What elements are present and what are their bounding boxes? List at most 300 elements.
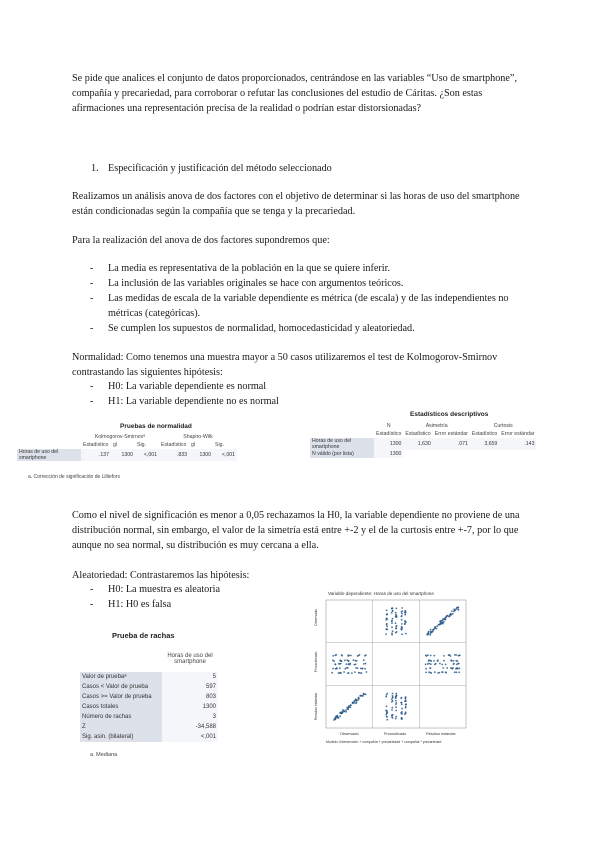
column-header: gl (113, 442, 118, 448)
hypothesis-h0 (90, 380, 390, 395)
list-item-text: La inclusión de las variables originales se hace con argumentos teóricos. (108, 278, 404, 289)
cell: 1300 (189, 449, 213, 461)
scatter-point (331, 672, 333, 674)
scatter-point (428, 632, 430, 634)
scatter-point (395, 700, 397, 702)
scatter-point (343, 671, 345, 673)
scatter-point (454, 671, 456, 673)
cell: 1300 (111, 449, 135, 461)
scatter-point (434, 671, 436, 673)
bullet-dash: - (90, 599, 94, 610)
scatter-point (433, 629, 435, 631)
scatter-point (429, 667, 431, 669)
scatter-point (392, 693, 394, 695)
scatter-point (332, 668, 334, 670)
bullet-dash: - (90, 584, 94, 595)
row-axis-label: Pronosticado (314, 651, 318, 672)
scatter-point (360, 668, 362, 670)
scatter-point (395, 716, 397, 718)
row-label: Casos < Valor de prueba (80, 682, 162, 692)
scatter-point (433, 660, 435, 662)
scatter-point (425, 672, 427, 674)
scatter-point (340, 712, 342, 714)
scatter-point (391, 626, 393, 628)
method-paragraph: Realizamos un análisis anova de dos factores con el objetivo de determinar si las horas de uso del smartphone están condicionadas según la compañía que se tenga y la precariedad. (72, 191, 520, 217)
scatter-point (443, 660, 445, 662)
kurtosis-group-header: Curtosis (493, 423, 513, 429)
scatter-point (385, 628, 387, 630)
scatter-point (395, 632, 397, 634)
scatter-point (454, 654, 456, 656)
list-item-text: La media es representativa de la población en la que se quiere inferir. (108, 263, 391, 274)
scatter-point (405, 633, 407, 635)
hypothesis-text: H0: La variable dependiente es normal (108, 381, 267, 392)
row-label: Horas de uso del smartphone (17, 449, 81, 461)
cell: 1300 (374, 450, 403, 458)
scatter-point (391, 608, 393, 610)
cell: 5 (162, 672, 218, 682)
scatter-point (386, 719, 388, 721)
scatter-point (442, 618, 444, 620)
scatter-point (451, 610, 453, 612)
scatter-point (443, 621, 445, 623)
runs-table-title: Prueba de rachas (112, 631, 175, 640)
scatter-point (353, 659, 355, 661)
scatter-point (339, 667, 341, 669)
scatter-point (353, 664, 355, 666)
table-row (310, 438, 536, 450)
scatter-point (391, 634, 393, 636)
scatter-point (430, 629, 432, 631)
section-title: Especificación y justificación del método seleccionado (108, 163, 332, 174)
scatter-point (362, 668, 364, 670)
scatter-matrix-title: Variable dependiente: Horas de uso del smartphone (328, 591, 434, 596)
scatter-point (347, 672, 349, 674)
scatter-point (391, 620, 393, 622)
scatter-point (437, 659, 439, 661)
scatter-point (441, 664, 443, 666)
scatter-point (401, 702, 403, 704)
scatter-point (363, 693, 365, 695)
scatter-point (450, 659, 452, 661)
scatter-point (355, 667, 357, 669)
scatter-point (458, 671, 460, 673)
scatter-point (429, 634, 431, 636)
scatter-point (391, 622, 393, 624)
scatter-point (456, 671, 458, 673)
hypothesis-text: H1: H0 es falsa (108, 599, 172, 610)
scatter-point (405, 699, 407, 701)
scatter-point (453, 663, 455, 665)
scatter-point (401, 619, 403, 621)
column-header: N (386, 423, 391, 429)
scatter-point (426, 655, 428, 657)
row-label: N válido (por lista) (310, 450, 374, 458)
scatter-point (358, 655, 360, 657)
table-row (80, 672, 218, 682)
scatter-point (436, 628, 438, 630)
scatter-point (405, 611, 407, 613)
scatter-point (333, 660, 335, 662)
scatter-point (405, 621, 407, 623)
scatter-point (452, 667, 454, 669)
scatter-point (400, 713, 402, 715)
table-row (80, 722, 218, 732)
col-axis-label: Pronosticado (384, 732, 407, 736)
scatter-point (448, 654, 450, 656)
scatter-point (457, 608, 459, 610)
scatter-point (392, 618, 394, 620)
descriptives-table (310, 422, 536, 458)
scatter-matrix-footer: Modelo: Intersección + compañía + precariedad + compañía * precariedad (326, 740, 442, 744)
cell: -34,588 (162, 722, 218, 732)
scatter-point (442, 667, 444, 669)
scatter-point (395, 608, 397, 610)
column-header: Estadístico (405, 431, 431, 437)
column-header: gl (191, 442, 196, 448)
scatter-point (386, 610, 388, 612)
column-header: Horas de uso del smartphone (167, 653, 213, 665)
normality-table-title: Pruebas de normalidad (120, 423, 192, 430)
normality-table (17, 433, 237, 461)
scatter-point (356, 660, 358, 662)
hypothesis-h1 (90, 395, 390, 410)
scatter-point (395, 622, 397, 624)
row-label: Casos >= Valor de prueba (80, 692, 162, 702)
scatter-point (341, 654, 343, 656)
scatter-point (392, 610, 394, 612)
cell: <,001 (213, 449, 237, 461)
scatter-point (340, 663, 342, 665)
list-item-text: Las medidas de escala de la variable dependiente es métrica (de escala) y de las independientes no métricas (categóricas). (108, 293, 509, 319)
scatter-point (339, 715, 341, 717)
scatter-point (425, 663, 427, 665)
scatter-point (345, 709, 347, 711)
table-row (80, 682, 218, 692)
scatter-point (347, 654, 349, 656)
scatter-point (434, 626, 436, 628)
scatter-point (343, 710, 345, 712)
scatter-point (365, 663, 367, 665)
scatter-point (344, 659, 346, 661)
hypothesis-text: H1: La variable dependiente no es normal (108, 396, 279, 407)
column-header: Estadístico (471, 431, 498, 437)
table-row (310, 450, 536, 458)
scatter-point (395, 612, 397, 614)
row-axis-label: Residuo estándar (314, 692, 318, 720)
scatter-point (400, 628, 402, 630)
scatter-point (386, 694, 388, 696)
scatter-point (355, 699, 357, 701)
scatter-point (458, 663, 460, 665)
scatter-point (347, 667, 349, 669)
cell: <,001 (135, 449, 159, 461)
scatter-point (386, 624, 388, 626)
scatter-point (443, 655, 445, 657)
column-header: Sig. (137, 442, 146, 448)
cell: <,001 (162, 732, 218, 742)
scatter-point (338, 663, 340, 665)
scatter-point (450, 655, 452, 657)
scatter-point (386, 626, 388, 628)
bullet-dash: - (90, 278, 94, 289)
scatter-point (357, 667, 359, 669)
scatter-point (395, 693, 397, 695)
table-row (80, 702, 218, 712)
scatter-point (434, 664, 436, 666)
scatter-point (391, 709, 393, 711)
scatter-point (430, 660, 432, 662)
scatter-point (355, 702, 357, 704)
scatter-point (459, 667, 461, 669)
row-axis-label: Observado (314, 608, 318, 626)
scatter-point (334, 663, 336, 665)
table-row (80, 712, 218, 722)
scatter-point (425, 668, 427, 670)
cell: 1300 (162, 702, 218, 712)
scatter-point (457, 668, 459, 670)
column-header: Estadístico (376, 431, 402, 437)
col-axis-label: Residuo estándar (426, 732, 456, 736)
scatter-point (334, 654, 336, 656)
cell: .137 (81, 449, 111, 461)
scatter-point (358, 672, 360, 674)
scatter-point (433, 655, 435, 657)
scatter-point (392, 630, 394, 632)
column-header: Error estándar (501, 431, 535, 437)
row-label: Z (80, 722, 162, 732)
scatter-point (428, 660, 430, 662)
scatter-point (454, 609, 456, 611)
scatter-point (445, 671, 447, 673)
scatter-point (438, 624, 440, 626)
ks-group-header: Kolmogorov-Smirnovᵃ (94, 434, 146, 440)
row-label: Horas de uso del smartphone (310, 438, 374, 450)
scatter-point (430, 655, 432, 657)
scatter-point (436, 625, 438, 627)
scatter-point (358, 698, 360, 700)
scatter-point (405, 704, 407, 706)
list-item (90, 262, 540, 277)
scatter-point (363, 659, 365, 661)
assumptions-intro: Para la realización del anova de dos factores supondremos que: (72, 235, 330, 246)
scatter-point (350, 704, 352, 706)
scatter-point (349, 663, 351, 665)
normality-table-footnote: a. Corrección de significación de Lilliefors (28, 474, 120, 480)
scatter-point (444, 617, 446, 619)
hypothesis-h0 (90, 583, 310, 598)
scatter-point (445, 664, 447, 666)
scatter-point (440, 620, 442, 622)
scatter-point (350, 655, 352, 657)
bullet-dash: - (90, 323, 94, 334)
scatter-point (391, 701, 393, 703)
scatter-point (396, 625, 398, 627)
row-label: Casos totales (80, 702, 162, 712)
scatter-point (446, 667, 448, 669)
scatter-matrix (312, 598, 470, 746)
scatter-point (392, 695, 394, 697)
scatter-point (386, 705, 388, 707)
scatter-point (453, 611, 455, 613)
table-row (17, 449, 237, 461)
scatter-point (345, 711, 347, 713)
scatter-point (395, 718, 397, 720)
col-axis-label: Observado (340, 732, 359, 736)
scatter-point (401, 615, 403, 617)
sw-group-header: Shapiro-Wilk (183, 434, 213, 440)
list-item (90, 322, 540, 337)
column-header: Estadístico (161, 442, 187, 448)
scatter-point (360, 695, 362, 697)
intro-paragraph: Se pide que analices el conjunto de datos proporcionados, centrándose en las variables “Uso de smartphone”, compañía y precariedad, para corroborar o refutar las conclusiones del estudio de Cáritas. ¿Son estas afirmaciones una representación precisa de la realidad o podrían estar distorsionadas? (72, 73, 517, 114)
scatter-point (336, 668, 338, 670)
scatter-point (404, 614, 406, 616)
scatter-point (344, 668, 346, 670)
scatter-point (404, 697, 406, 699)
runs-table (80, 646, 218, 742)
scatter-point (341, 660, 343, 662)
cell: 597 (162, 682, 218, 692)
scatter-point (348, 660, 350, 662)
cell: 3,659 (470, 438, 499, 450)
scatter-point (386, 716, 388, 718)
scatter-point (401, 697, 403, 699)
scatter-point (364, 668, 366, 670)
scatter-point (401, 704, 403, 706)
scatter-point (430, 631, 432, 633)
scatter-point (401, 633, 403, 635)
scatter-point (362, 695, 364, 697)
scatter-point (404, 623, 406, 625)
bullet-dash: - (90, 263, 94, 274)
scatter-point (395, 710, 397, 712)
cell: 1300 (374, 438, 403, 450)
table-row (80, 692, 218, 702)
scatter-point (404, 713, 406, 715)
bullet-dash: - (90, 396, 94, 407)
row-label: Sig. asin. (bilateral) (80, 732, 162, 742)
scatter-point (450, 614, 452, 616)
scatter-point (391, 714, 393, 716)
scatter-point (391, 707, 393, 709)
scatter-point (446, 615, 448, 617)
scatter-point (428, 671, 430, 673)
scatter-point (428, 631, 430, 633)
normality-conclusion: Como el nivel de significación es menor a 0,05 rechazamos la H0, la variable dependiente no proviene de una distribución normal, sin embargo, el valor de la simetría está entre +-2 y el de la curtosis entre +-7, por lo que aunque no sea normal, su distribución es muy cercana a ella. (72, 510, 520, 551)
scatter-point (444, 619, 446, 621)
column-header: Sig. (215, 442, 224, 448)
scatter-point (386, 711, 388, 713)
scatter-point (365, 693, 367, 695)
scatter-point (339, 672, 341, 674)
normality-intro: Normalidad: Como tenemos una muestra mayor a 50 casos utilizaremos el test de Kolmogorov-Smirnov contrastando las siguientes hipótesis: (72, 352, 498, 378)
scatter-point (385, 619, 387, 621)
scatter-point (354, 671, 356, 673)
scatter-point (395, 614, 397, 616)
list-item-text: Se cumplen los supuestos de normalidad, homocedasticidad y aleatoriedad. (108, 323, 415, 334)
cell: 3 (162, 712, 218, 722)
scatter-point (452, 613, 454, 615)
randomness-intro: Aleatoriedad: Contrastaremos las hipótesis: (72, 570, 250, 581)
scatter-point (385, 633, 387, 635)
scatter-point (351, 672, 353, 674)
cell: 1,630 (403, 438, 432, 450)
scatter-point (437, 672, 439, 674)
scatter-point (336, 715, 338, 717)
section-number: 1. (91, 163, 99, 174)
scatter-point (401, 708, 403, 710)
cell: .071 (433, 438, 470, 450)
scatter-point (348, 706, 350, 708)
hypothesis-text: H0: La muestra es aleatoria (108, 584, 221, 595)
runs-table-footnote: a. Mediana (90, 752, 118, 758)
scatter-point (458, 655, 460, 657)
scatter-point (396, 616, 398, 618)
scatter-point (401, 613, 403, 615)
scatter-point (401, 623, 403, 625)
hypothesis-h1 (90, 598, 310, 613)
scatter-point (338, 672, 340, 674)
scatter-point (365, 671, 367, 673)
row-label: Valor de pruebaᵃ (80, 672, 162, 682)
cell: .143 (499, 438, 536, 450)
scatter-point (405, 707, 407, 709)
scatter-point (363, 663, 365, 665)
scatter-point (386, 614, 388, 616)
scatter-point (456, 607, 458, 609)
scatter-point (453, 660, 455, 662)
scatter-point (335, 719, 337, 721)
scatter-point (401, 607, 403, 609)
bullet-dash: - (90, 293, 94, 304)
list-item (90, 292, 540, 322)
descriptives-table-title: Estadísticos descriptivos (410, 411, 489, 418)
scatter-point (332, 655, 334, 657)
asymmetry-group-header: Asimetría (425, 423, 448, 429)
scatter-point (441, 623, 443, 625)
scatter-point (441, 671, 443, 673)
scatter-point (364, 655, 366, 657)
scatter-point (392, 697, 394, 699)
scatter-point (428, 663, 430, 665)
cell: .833 (159, 449, 189, 461)
scatter-point (391, 612, 393, 614)
scatter-point (353, 702, 355, 704)
table-row (80, 732, 218, 742)
scatter-point (401, 611, 403, 613)
row-label: Número de rachas (80, 712, 162, 722)
scatter-point (439, 663, 441, 665)
scatter-point (430, 663, 432, 665)
scatter-point (385, 696, 387, 698)
scatter-point (385, 710, 387, 712)
scatter-point (347, 708, 349, 710)
scatter-point (455, 660, 457, 662)
scatter-point (391, 717, 393, 719)
scatter-point (395, 706, 397, 708)
scatter-point (431, 631, 433, 633)
scatter-point (346, 663, 348, 665)
list-item (90, 277, 540, 292)
scatter-point (395, 696, 397, 698)
column-header: Estadístico (83, 442, 109, 448)
cell: 803 (162, 692, 218, 702)
scatter-point (401, 717, 403, 719)
scatter-point (395, 703, 397, 705)
scatter-point (395, 628, 397, 630)
column-header: Error estándar (434, 431, 468, 437)
